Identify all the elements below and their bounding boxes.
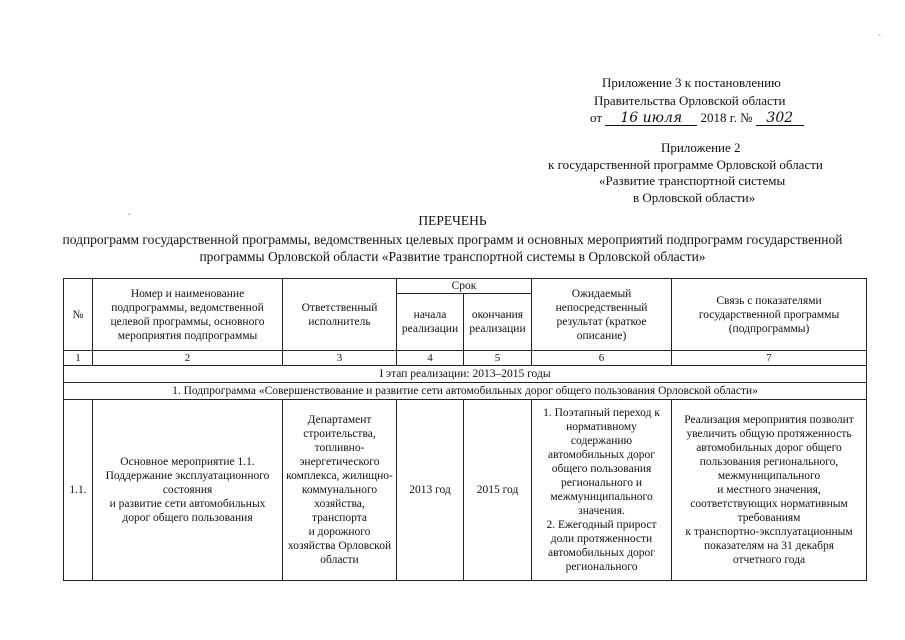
column-number: 6 bbox=[532, 351, 672, 366]
header-no: № bbox=[64, 279, 93, 351]
handwritten-date: 16 июля bbox=[605, 111, 697, 126]
row-name: Основное мероприятие 1.1. Поддержание эксплуатационного состояния и развитие сети автомобильных дорог общего пользования bbox=[93, 400, 283, 581]
handwritten-number: 302 bbox=[756, 111, 804, 126]
stray-dot: . bbox=[128, 207, 131, 218]
stage-label: I этап реализации: 2013–2015 годы bbox=[64, 366, 867, 383]
appendix-line-3: «Развитие транспортной системы bbox=[599, 173, 786, 188]
approval-line-1: Приложение 3 к постановлению bbox=[602, 75, 781, 90]
subprogram-row bbox=[64, 383, 867, 400]
table-row bbox=[64, 400, 867, 581]
document-title-line-1: подпрограмм государственной программы, ведомственных целевых программ и основных мероприятий подпрограмм государственной bbox=[62, 232, 843, 247]
approval-from-prefix: от bbox=[590, 110, 603, 125]
row-number: 1.1. bbox=[64, 400, 93, 581]
header-executor: Ответственный исполнитель bbox=[283, 279, 397, 351]
appendix-line-1: Приложение 2 bbox=[661, 140, 741, 155]
subprogram-label: 1. Подпрограмма «Совершенствование и развитие сети автомобильных дорог общего пользования Орловской области» bbox=[64, 383, 867, 400]
header-end: окончания реализации bbox=[464, 294, 532, 351]
row-end: 2015 год bbox=[464, 400, 532, 581]
appendix-line-4: в Орловской области» bbox=[633, 190, 756, 205]
corner-mark: ` bbox=[878, 34, 882, 45]
approval-block bbox=[602, 75, 781, 91]
approval-date-line bbox=[590, 110, 804, 126]
approval-year-text: 2018 г. № bbox=[700, 110, 753, 125]
column-number: 7 bbox=[672, 351, 867, 366]
header-name: Номер и наименование подпрограммы, ведомственной целевой программы, основного мероприятия подпрограммы bbox=[93, 279, 283, 351]
row-link: Реализация мероприятия позволит увеличить общую протяженность автомобильных дорог общего пользования регионального, межмуниципального и местного значения, соответствующих нормативным требованиям к транспортно-эксплуатационным показателям на 31 декабря отчетного года bbox=[672, 400, 867, 581]
document-title-line-2: программы Орловской области «Развитие транспортной системы в Орловской области» bbox=[199, 249, 706, 264]
header-start: начала реализации bbox=[397, 294, 464, 351]
header-link: Связь с показателями государственной программы (подпрограммы) bbox=[672, 279, 867, 351]
approval-line-2: Правительства Орловской области bbox=[594, 93, 786, 108]
stage-row bbox=[64, 366, 867, 383]
appendix-line-2: к государственной программе Орловской области bbox=[548, 157, 823, 172]
program-list-table bbox=[63, 278, 867, 581]
row-result: 1. Поэтапный переход к нормативному содержанию автомобильных дорог общего пользования регионального и межмуниципального значения. 2. Ежегодный прирост доли протяженности автомобильных дорог регионального bbox=[532, 400, 672, 581]
column-number: 1 bbox=[64, 351, 93, 366]
column-number: 5 bbox=[464, 351, 532, 366]
table-header-row bbox=[64, 279, 867, 294]
document-heading: ПЕРЕЧЕНЬ bbox=[418, 213, 487, 228]
header-term: Срок bbox=[397, 279, 532, 294]
column-number: 2 bbox=[93, 351, 283, 366]
row-start: 2013 год bbox=[397, 400, 464, 581]
header-result: Ожидаемый непосредственный результат (краткое описание) bbox=[532, 279, 672, 351]
column-number: 3 bbox=[283, 351, 397, 366]
row-executor: Департамент строительства, топливно- энергетического комплекса, жилищно- коммунального хозяйства, транспорта и дорожного хозяйства Орловской области bbox=[283, 400, 397, 581]
approval-block-2 bbox=[594, 93, 785, 109]
column-number-row bbox=[64, 351, 867, 366]
column-number: 4 bbox=[397, 351, 464, 366]
